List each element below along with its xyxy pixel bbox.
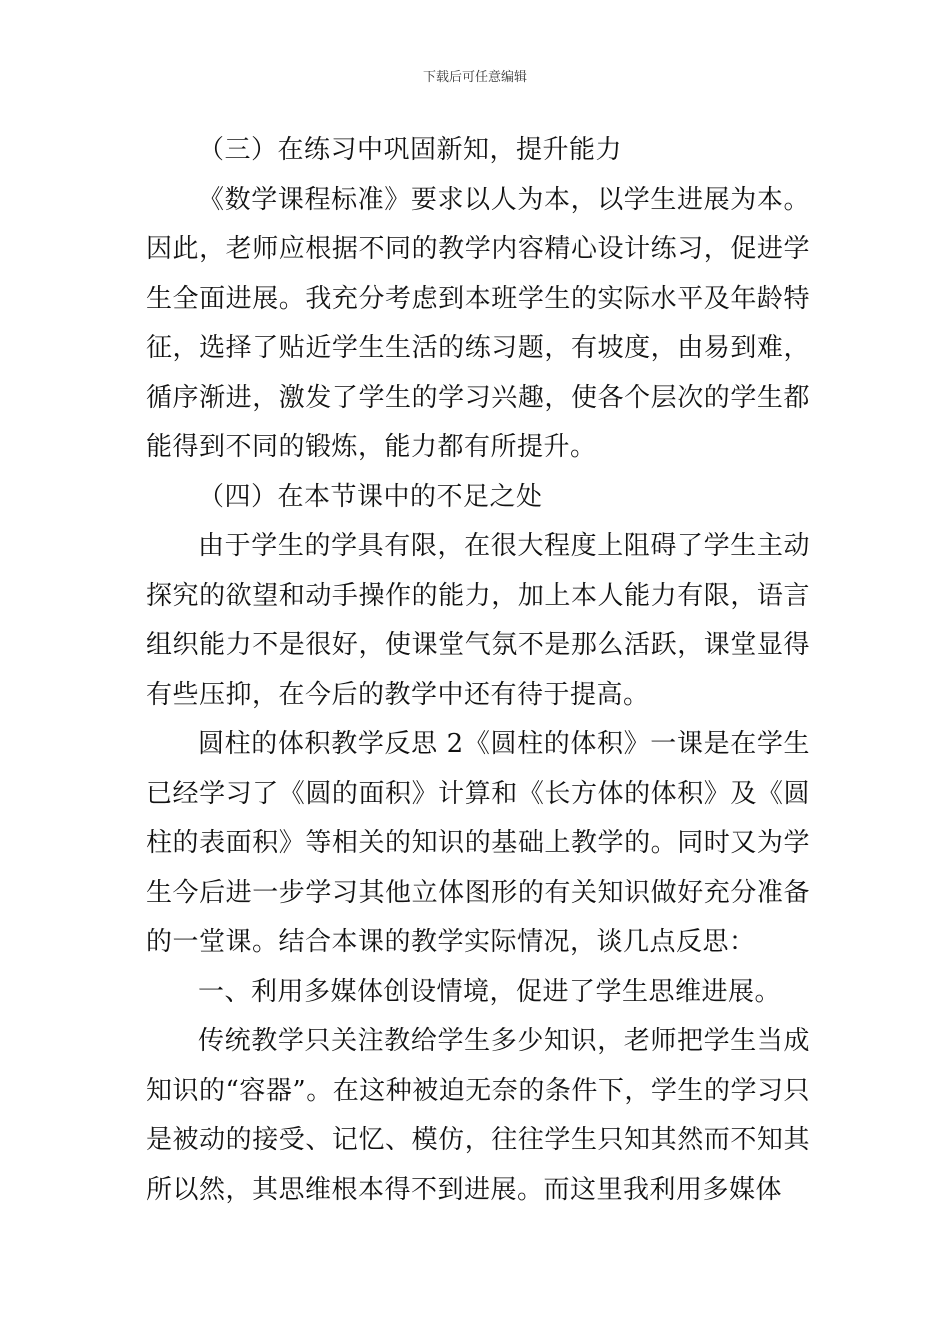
point-1-heading: 一、利用多媒体创设情境，促进了学生思维进展。 [198,976,782,1007]
section-3-heading: （三）在练习中巩固新知，提升能力 [198,135,623,165]
page-header: 下载后可任意编辑 [422,70,527,85]
document-body [146,126,810,1215]
section-4-heading: （四）在本节课中的不足之处 [198,481,543,512]
section-3-paragraph: 《数学课程标准》要求以人为本，以学生进展为本。因此，老师应根据不同的教学内容精心设计练习，促进学生全面进展。我充分考虑到本班学生的实际水平及年龄特征，选择了贴近学生生活的练习题，有坡度，由易到难，循序渐进，激发了学生的学习兴趣，使各个层次的学生都能得到不同的锻炼，能力都有所提升。 [146,184,810,462]
point-1-paragraph: 传统教学只关注教给学生多少知识，老师把学生当成知识的“容器”。在这种被迫无奈的条件下，学生的学习只是被动的接受、记忆、模仿，往往学生只知其然而不知其所以然，其思维根本得不到进展。而这里我利用多媒体 [146,1026,810,1205]
section-4-paragraph: 由于学生的学具有限，在很大程度上阻碍了学生主动探究的欲望和动手操作的能力，加上本人能力有限，语言组织能力不是很好，使课堂气氛不是那么活跃，课堂显得有些压抑，在今后的教学中还有待于提高。 [146,531,810,710]
reflection-2-intro-paragraph: 圆柱的体积教学反思 2《圆柱的体积》一课是在学生已经学习了《圆的面积》计算和《长方体的体积》及《圆柱的表面积》等相关的知识的基础上教学的。同时又为学生今后进一步学习其他立体图形的有关知识做好充分准备的一堂课。结合本课的教学实际情况，谈几点反思： [146,729,810,957]
